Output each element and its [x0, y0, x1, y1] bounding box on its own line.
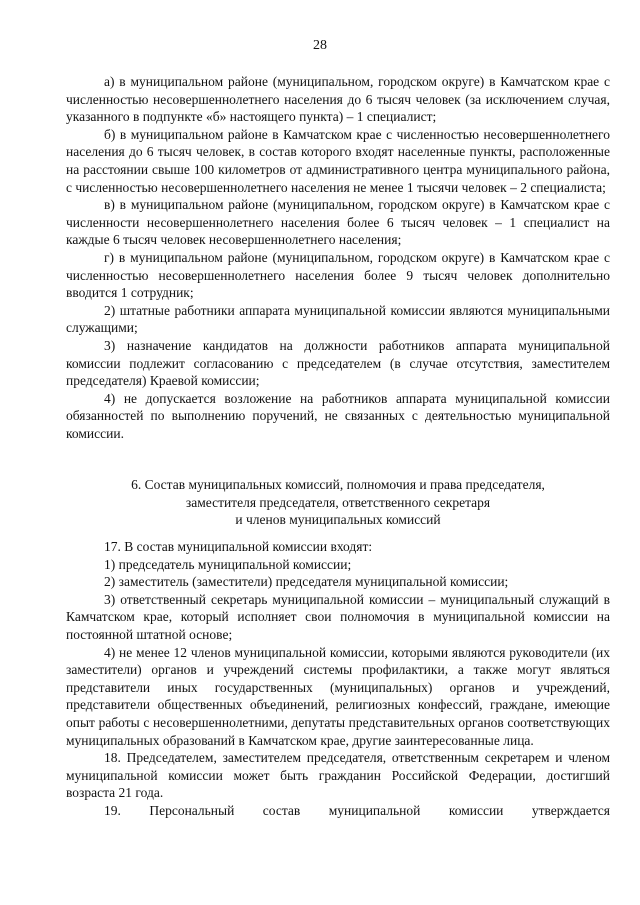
paragraph-item-2: 2) штатные работники аппарата муниципальной комиссии являются муниципальными служащими; — [66, 302, 610, 336]
section-heading-line-2: заместителя председателя, ответственного секретаря — [185, 494, 491, 510]
paragraph-17-3: 3) ответственный секретарь муниципальной комиссии – муниципальный служащий в Камчатском крае, который исполняет свои полномочия в муниципальной комиссии на постоянной штатной основе; — [66, 591, 610, 642]
paragraph-b: б) в муниципальном районе в Камчатском крае с численностью несовершеннолетнего населения до 6 тысяч человек, в состав которого входят населенные пункты, расположенные на расстоянии свыше 100 километров от административного центра муниципального района, с численностью несовершеннолетнего населения не менее 1 тысячи человек – 2 специалиста; — [66, 126, 610, 195]
paragraph-17: 17. В состав муниципальной комиссии входят: — [104, 539, 373, 554]
paragraph-19: 19. Персональный состав муниципальной комиссии утверждается — [104, 802, 610, 818]
paragraph-g: г) в муниципальном районе (муниципальном, городском округе) в Камчатском крае с численностью несовершеннолетнего населения более 9 тысяч человек дополнительно вводится 1 сотрудник; — [66, 249, 610, 301]
paragraph-18: 18. Председателем, заместителем председателя, ответственным секретарем и членом муниципальной комиссии может быть гражданин Российской Федерации, достигший возраста 21 года. — [66, 750, 610, 801]
body-text-top — [66, 73, 610, 442]
section-heading-line-3: и членов муниципальных комиссий — [235, 512, 441, 528]
paragraph-17-4: 4) не менее 12 членов муниципальной комиссии, которыми являются руководители (их заместители) органов и учреждений системы профилактики, а также могут являться представители иных государственных (муниципальных) органов и учреждений, представители общественных объединений, религиозных конфессий, граждане, имеющие опыт работы с несовершеннолетними, депутаты представительных органов соответствующих муниципальных образований в Камчатском крае, другие заинтересованные лица. — [66, 644, 610, 748]
section-heading — [66, 476, 610, 529]
paragraph-a: а) в муниципальном районе (муниципальном, городском округе) в Камчатском крае с численностью несовершеннолетнего населения до 6 тысяч человек (за исключением случая, указанного в подпункте «б» настоящего пункта) – 1 специалист; — [66, 74, 610, 125]
page-number: 28 — [313, 38, 327, 53]
paragraph-item-4: 4) не допускается возложение на работников аппарата муниципальной комиссии обязанностей по выполнению поручений, не связанных с деятельностью муниципальной комиссии. — [66, 390, 610, 441]
paragraph-17-1: 1) председатель муниципальной комиссии; — [104, 556, 352, 572]
body-text-bottom — [66, 538, 610, 820]
section-heading-line-1: 6. Состав муниципальных комиссий, полномочия и права председателя, — [131, 477, 545, 492]
paragraph-item-3: 3) назначение кандидатов на должности работников аппарата муниципальной комиссии подлежит согласованию с председателем (в случае отсутствия, заместителем председателя) Краевой комиссии; — [66, 337, 610, 389]
paragraph-v: в) в муниципальном районе (муниципальном, городском округе) в Камчатском крае с численности несовершеннолетнего населения более 6 тысяч человек – 1 специалист на каждые 6 тысяч человек несовершеннолетнего населения; — [66, 197, 610, 248]
paragraph-17-2: 2) заместитель (заместители) председателя муниципальной комиссии; — [104, 574, 509, 590]
